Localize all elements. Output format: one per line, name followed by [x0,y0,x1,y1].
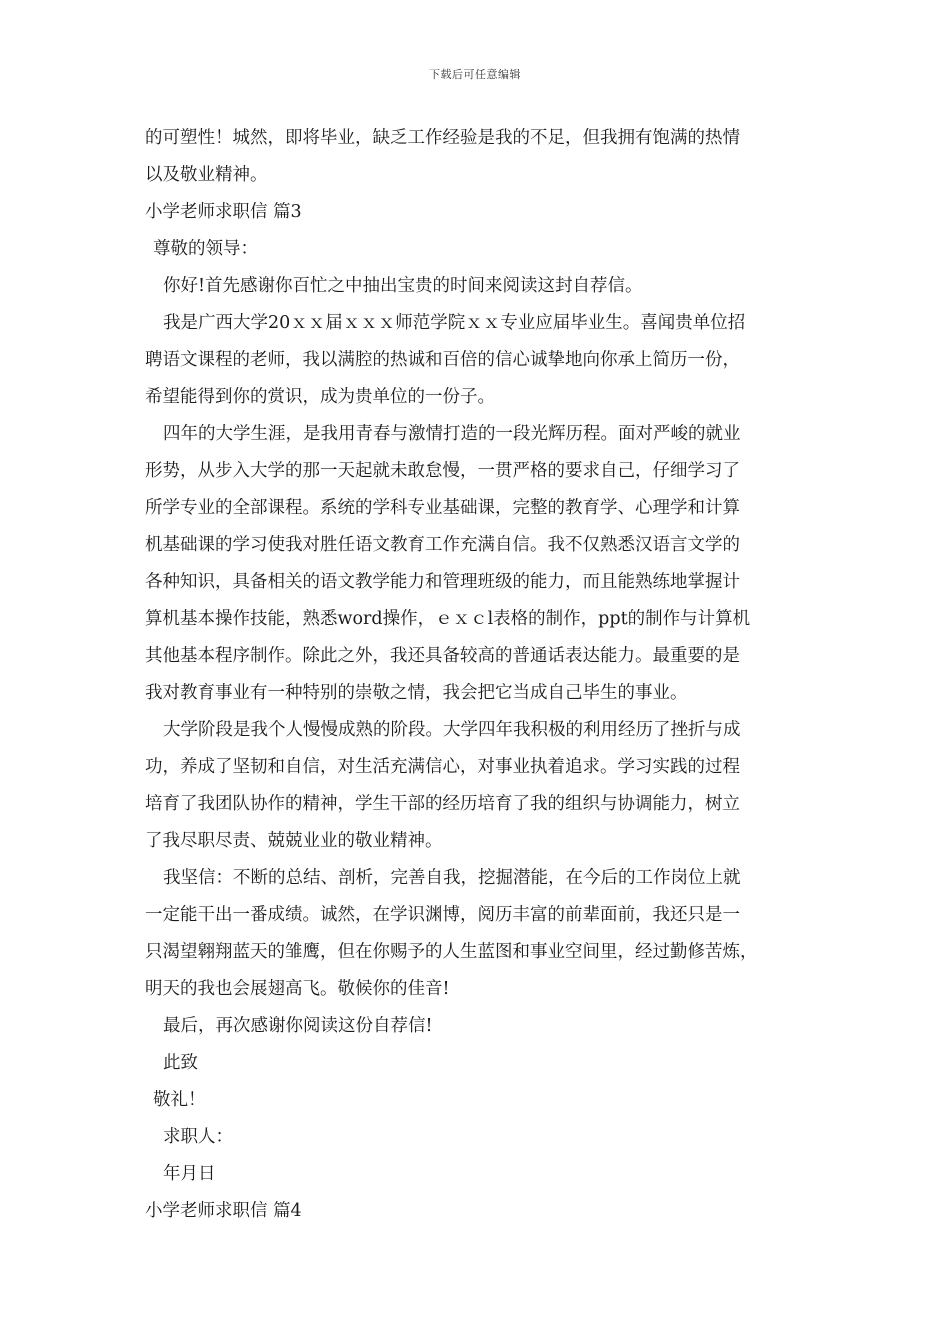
text-line: 培育了我团队协作的精神，学生干部的经历培育了我的组织与协调能力，树立 [145,794,740,814]
date-line: 年月日 [163,1164,216,1184]
text-line: 明天的我也会展翅高飞。敬候你的佳音! [145,979,450,999]
salutation: 尊敬的领导： [153,239,258,259]
text-line: 四年的大学生涯，是我用青春与激情打造的一段光辉历程。面对严峻的就业 [163,424,741,444]
text-line: 了我尽职尽责、兢兢业业的敬业精神。 [145,831,443,851]
text-line: 机基础课的学习使我对胜任语文教育工作充满自信。我不仅熟悉汉语言文学的 [145,535,740,555]
text-line: 以及敬业精神。 [145,165,268,185]
text-line: 大学阶段是我个人慢慢成熟的阶段。大学四年我积极的利用经历了挫折与成 [163,720,741,740]
page-header: 下载后可任意编辑 [429,68,521,81]
signature-line: 求职人： [163,1127,233,1147]
text-line: 只渴望翱翔蓝天的雏鹰，但在你赐予的人生蓝图和事业空间里，经过勤修苦炼， [145,942,758,962]
closing-line: 敬礼！ [153,1090,206,1110]
text-line: 希望能得到你的赏识，成为贵单位的一份子。 [145,387,495,407]
letter-body [145,120,815,1230]
text-line: 你好!首先感谢你百忙之中抽出宝贵的时间来阅读这封自荐信。 [163,276,643,296]
text-line: 聘语文课程的老师，我以满腔的热诚和百倍的信心诚挚地向你承上简历一份， [145,350,740,370]
text-line: 最后，再次感谢你阅读这份自荐信! [163,1016,433,1036]
section-heading: 小学老师求职信 篇4 [145,1201,302,1221]
text-line: 一定能干出一番成绩。诚然，在学识渊博，阅历丰富的前辈面前，我还只是一 [145,905,740,925]
text-line: 各种知识，具备相关的语文教学能力和管理班级的能力，而且能熟练地掌握计 [145,572,740,592]
text-line: 算机基本操作技能，熟悉word操作，ｅｘｃl表格的制作，ppt的制作与计算机 [145,609,751,629]
text-line: 的可塑性！城然，即将毕业，缺乏工作经验是我的不足，但我拥有饱满的热情 [145,128,740,148]
text-line: 其他基本程序制作。除此之外，我还具备较高的普通话表达能力。最重要的是 [145,646,740,666]
text-line: 我对教育事业有一种特别的崇敬之情，我会把它当成自己毕生的事业。 [145,683,688,703]
text-line: 我坚信：不断的总结、剖析，完善自我，挖掘潜能，在今后的工作岗位上就 [163,868,741,888]
closing-line: 此致 [163,1053,198,1073]
text-line: 我是广西大学20ｘｘ届ｘｘｘ师范学院ｘｘ专业应届毕业生。喜闻贵单位招 [163,313,746,333]
text-line: 所学专业的全部课程。系统的学科专业基础课，完整的教育学、心理学和计算 [145,498,740,518]
text-line: 功，养成了坚韧和自信，对生活充满信心，对事业执着追求。学习实践的过程 [145,757,740,777]
section-heading: 小学老师求职信 篇3 [145,202,302,222]
text-line: 形势，从步入大学的那一天起就未敢怠慢，一贯严格的要求自己，仔细学习了 [145,461,740,481]
